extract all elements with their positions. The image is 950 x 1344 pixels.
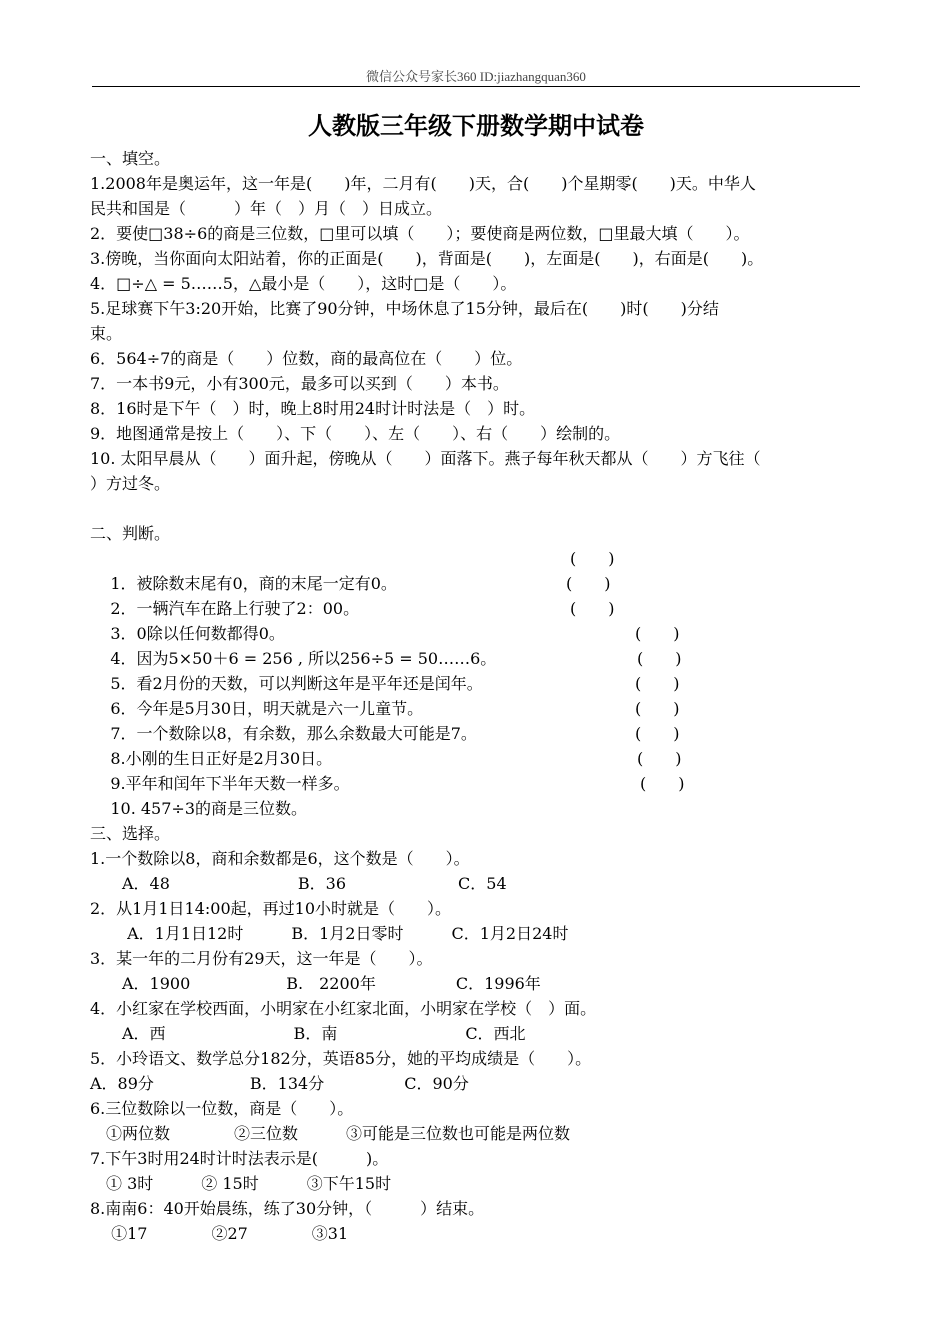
- fill-blank-line: ）方过冬。: [90, 474, 171, 493]
- judge-answer-blank[interactable]: ( ): [635, 624, 680, 643]
- judge-item: [90, 596, 870, 643]
- judge-answer-blank[interactable]: ( ): [637, 749, 682, 768]
- judge-answer-blank[interactable]: ( ): [635, 674, 680, 693]
- choice-options: A．1900 B. 2200年 C．1996年: [90, 974, 541, 993]
- judge-statement: 5．看2月份的天数，可以判断这年是平年还是闰年。: [110, 674, 483, 693]
- choice-options: A．1月1日12时 B．1月2日零时 C．1月2日24时: [90, 924, 569, 943]
- page-header: 微信公众号家长360 ID:jiazhangquan360: [366, 69, 586, 84]
- choice-options: A．西 B．南 C．西北: [90, 1024, 526, 1043]
- fill-blank-line: 2．要使□38÷6的商是三位数，□里可以填（ ）；要使商是两位数，□里最大填（ ）。: [90, 224, 750, 243]
- judge-item: [90, 546, 870, 593]
- fill-blank-line: 8．16时是下午（ ）时，晚上8时用24时计时法是（ ）时。: [90, 399, 536, 418]
- judge-answer-blank[interactable]: ( ): [570, 599, 615, 618]
- choice-question: 1.一个数除以8，商和余数都是6，这个数是（ ）。: [90, 849, 470, 868]
- choice-question: 5．小玲语文、数学总分182分，英语85分，她的平均成绩是（ ）。: [90, 1049, 592, 1068]
- choice-question: 4．小红家在学校西面，小明家在小红家北面，小明家在学校（ ）面。: [90, 999, 597, 1018]
- header-divider: [92, 86, 860, 87]
- judge-answer-blank[interactable]: ( ): [635, 724, 680, 743]
- section-spacer: [90, 496, 870, 521]
- fill-blank-line: 7．一本书9元，小有300元，最多可以买到（ ）本书。: [90, 374, 509, 393]
- fill-blank-line: 9．地图通常是按上（ ）、下（ ）、左（ ）、右（ ）绘制的。: [90, 424, 621, 443]
- choice-options: ①17 ②27 ③31: [90, 1224, 349, 1243]
- choice-options: A．89分 B．134分 C．90分: [90, 1074, 469, 1093]
- fill-blank-line: 3.傍晚，当你面向太阳站着，你的正面是( )，背面是( )，左面是( )，右面是( )。: [90, 249, 764, 268]
- choice-options: ① 3时 ② 15时 ③下午15时: [90, 1174, 392, 1193]
- judge-answer-blank[interactable]: ( ): [566, 574, 611, 593]
- exam-content: [90, 146, 870, 1246]
- fill-blank-line: 1.2008年是奥运年，这一年是( )年，二月有( )天，合( )个星期零( )天。中华人: [90, 174, 756, 193]
- fill-blank-line: 5.足球赛下午3:20开始，比赛了90分钟，中场休息了15分钟，最后在( )时( )分结: [90, 299, 719, 318]
- section-heading-true-false: 二、判断。: [90, 524, 171, 543]
- judge-statement: 8.小刚的生日正好是2月30日。: [110, 749, 333, 768]
- judge-statement: 1．被除数末尾有0，商的末尾一定有0。: [110, 574, 397, 593]
- choice-question: 3．某一年的二月份有29天，这一年是（ ）。: [90, 949, 433, 968]
- fill-blank-line: 10. 太阳早晨从（ ）面升起，傍晚从（ ）面落下。燕子每年秋天都从（ ）方飞往（: [90, 449, 761, 468]
- judge-statement: 3．0除以任何数都得0。: [110, 624, 285, 643]
- judge-answer-blank[interactable]: ( ): [570, 549, 615, 568]
- choice-options: A．48 B．36 C．54: [90, 874, 507, 893]
- judge-item: [90, 571, 870, 618]
- judge-statement: 4．因为5×50＋6 = 256 , 所以256÷5 = 50……6。: [110, 649, 497, 668]
- judge-item: [90, 696, 870, 743]
- fill-blank-line: 6．564÷7的商是（ ）位数，商的最高位在（ ）位。: [90, 349, 523, 368]
- exam-title: 人教版三年级下册数学期中试卷: [308, 112, 644, 140]
- section-heading-fill-blank: 一、填空。: [90, 149, 171, 168]
- judge-item: [90, 721, 870, 768]
- judge-item: [90, 746, 870, 793]
- judge-item: [90, 771, 870, 818]
- choice-question: 8.南南6：40开始晨练，练了30分钟，（ ）结束。: [90, 1199, 485, 1218]
- choice-question: 6.三位数除以一位数，商是（ ）。: [90, 1099, 354, 1118]
- fill-blank-line: 束。: [90, 324, 123, 343]
- judge-answer-blank[interactable]: ( ): [637, 649, 682, 668]
- judge-answer-blank[interactable]: ( ): [640, 774, 685, 793]
- judge-item: [90, 621, 870, 668]
- judge-statement: 10. 457÷3的商是三位数。: [110, 799, 308, 818]
- choice-question: 7.下午3时用24时计时法表示是( )。: [90, 1149, 389, 1168]
- judge-item: [90, 646, 870, 693]
- section-heading-multiple-choice: 三、选择。: [90, 824, 171, 843]
- judge-statement: 9.平年和闰年下半年天数一样多。: [110, 774, 350, 793]
- judge-item: [90, 671, 870, 718]
- judge-statement: 6．今年是5月30日，明天就是六一儿童节。: [110, 699, 424, 718]
- judge-statement: 7．一个数除以8，有余数，那么余数最大可能是7。: [110, 724, 477, 743]
- choice-question: 2．从1月1日14:00起，再过10小时就是（ ）。: [90, 899, 452, 918]
- fill-blank-line: 民共和国是（ ）年（ ）月（ ）日成立。: [90, 199, 443, 218]
- judge-statement: 2．一辆汽车在路上行驶了2：00。: [110, 599, 360, 618]
- fill-blank-line: 4．□÷△ = 5……5，△最小是（ ），这时□是（ ）。: [90, 274, 517, 293]
- choice-options: ①两位数 ②三位数 ③可能是三位数也可能是两位数: [90, 1124, 571, 1143]
- judge-answer-blank[interactable]: ( ): [635, 699, 680, 718]
